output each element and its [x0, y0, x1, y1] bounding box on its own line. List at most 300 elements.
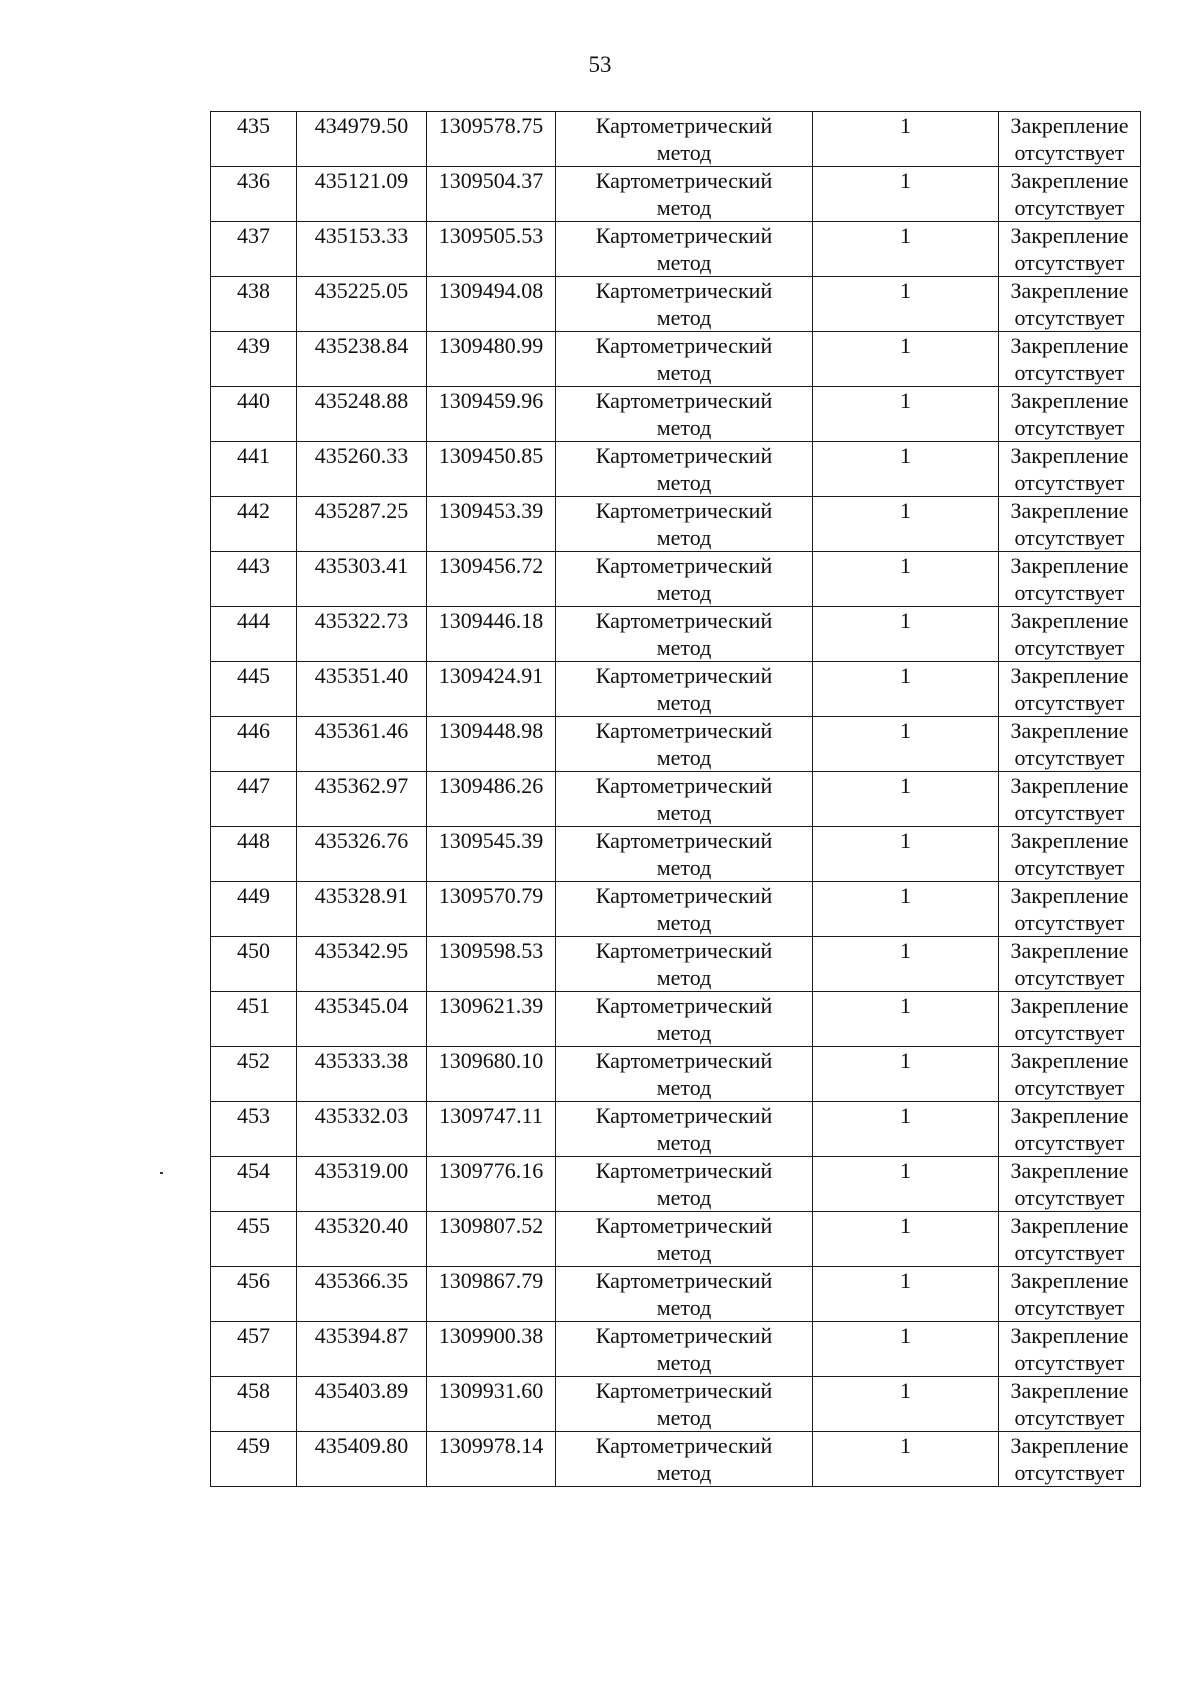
y-coordinate-text: 1309494.08	[438, 278, 544, 303]
accuracy-text: 1	[900, 1378, 911, 1403]
coordinates-table-body	[211, 112, 1141, 1487]
point-number-cell	[211, 607, 297, 662]
y-coordinate-cell	[427, 827, 556, 882]
table-row	[211, 222, 1141, 277]
fixing-description-cell	[999, 827, 1141, 882]
point-number-cell	[211, 1212, 297, 1267]
x-coordinate-cell	[297, 1157, 427, 1212]
table-row	[211, 607, 1141, 662]
x-coordinate-cell	[297, 607, 427, 662]
point-number-text: 450	[237, 938, 270, 963]
x-coordinate-text: 435362.97	[314, 773, 409, 798]
method-cell	[556, 882, 813, 937]
x-coordinate-cell	[297, 552, 427, 607]
method-text: метод	[656, 195, 712, 220]
y-coordinate-text: 1309776.16	[438, 1158, 544, 1183]
point-number-cell	[211, 772, 297, 827]
method-text: Картометрический	[595, 1378, 773, 1403]
method-text: Картометрический	[595, 278, 773, 303]
point-number-text: 445	[237, 663, 270, 688]
x-coordinate-text: 435319.00	[314, 1158, 409, 1183]
table-row	[211, 112, 1141, 167]
y-coordinate-text: 1309621.39	[438, 993, 544, 1018]
table-row	[211, 937, 1141, 992]
x-coordinate-text: 435351.40	[314, 663, 409, 688]
method-cell	[556, 1322, 813, 1377]
method-cell	[556, 992, 813, 1047]
fixing-description-text: Закрепление	[1010, 718, 1129, 743]
fixing-description-cell	[999, 882, 1141, 937]
x-coordinate-text: 435248.88	[314, 388, 409, 413]
point-number-cell	[211, 387, 297, 442]
x-coordinate-text: 435326.76	[314, 828, 409, 853]
y-coordinate-cell	[427, 717, 556, 772]
x-coordinate-text: 435332.03	[314, 1103, 409, 1128]
method-text: метод	[656, 1075, 712, 1100]
accuracy-text: 1	[900, 498, 911, 523]
fixing-description-cell	[999, 167, 1141, 222]
point-number-text: 438	[237, 278, 270, 303]
point-number-cell	[211, 1322, 297, 1377]
x-coordinate-cell	[297, 277, 427, 332]
table-row	[211, 552, 1141, 607]
method-text: Картометрический	[595, 993, 773, 1018]
y-coordinate-text: 1309747.11	[439, 1103, 543, 1128]
method-cell	[556, 1102, 813, 1157]
accuracy-text: 1	[900, 1433, 911, 1458]
y-coordinate-text: 1309446.18	[438, 608, 544, 633]
accuracy-text: 1	[900, 443, 911, 468]
x-coordinate-cell	[297, 1212, 427, 1267]
fixing-description-text: Закрепление	[1010, 938, 1129, 963]
point-number-cell	[211, 332, 297, 387]
point-number-cell	[211, 222, 297, 277]
fixing-description-cell	[999, 1047, 1141, 1102]
x-coordinate-cell	[297, 662, 427, 717]
method-text: метод	[656, 855, 712, 880]
accuracy-text: 1	[900, 1268, 911, 1293]
accuracy-cell	[813, 772, 999, 827]
table-row	[211, 1267, 1141, 1322]
method-cell	[556, 772, 813, 827]
accuracy-cell	[813, 937, 999, 992]
y-coordinate-cell	[427, 552, 556, 607]
fixing-description-cell	[999, 332, 1141, 387]
y-coordinate-text: 1309459.96	[438, 388, 544, 413]
accuracy-cell	[813, 717, 999, 772]
method-cell	[556, 607, 813, 662]
fixing-description-text: Закрепление	[1010, 278, 1129, 303]
y-coordinate-cell	[427, 882, 556, 937]
fixing-description-text: Закрепление	[1010, 1158, 1129, 1183]
point-number-text: 455	[237, 1213, 270, 1238]
point-number-text: 448	[237, 828, 270, 853]
fixing-description-text: отсутствует	[1014, 250, 1125, 275]
method-cell	[556, 387, 813, 442]
method-text: Картометрический	[595, 553, 773, 578]
x-coordinate-text: 435303.41	[314, 553, 409, 578]
point-number-text: 447	[237, 773, 270, 798]
fixing-description-text: отсутствует	[1014, 140, 1125, 165]
y-coordinate-text: 1309450.85	[438, 443, 544, 468]
fixing-description-text: Закрепление	[1010, 113, 1129, 138]
fixing-description-text: отсутствует	[1014, 1020, 1125, 1045]
point-number-cell	[211, 882, 297, 937]
accuracy-cell	[813, 222, 999, 277]
accuracy-text: 1	[900, 773, 911, 798]
method-text: метод	[656, 965, 712, 990]
accuracy-cell	[813, 112, 999, 167]
accuracy-text: 1	[900, 718, 911, 743]
x-coordinate-text: 435403.89	[314, 1378, 409, 1403]
x-coordinate-cell	[297, 1322, 427, 1377]
method-text: метод	[656, 745, 712, 770]
accuracy-cell	[813, 1157, 999, 1212]
x-coordinate-text: 435361.46	[314, 718, 409, 743]
point-number-text: 436	[237, 168, 270, 193]
table-row	[211, 442, 1141, 497]
fixing-description-text: Закрепление	[1010, 333, 1129, 358]
accuracy-cell	[813, 1212, 999, 1267]
accuracy-cell	[813, 387, 999, 442]
page-number: 53	[588, 52, 612, 77]
y-coordinate-text: 1309978.14	[438, 1433, 544, 1458]
fixing-description-text: Закрепление	[1010, 993, 1129, 1018]
accuracy-cell	[813, 1377, 999, 1432]
fixing-description-cell	[999, 552, 1141, 607]
accuracy-cell	[813, 827, 999, 882]
method-text: метод	[656, 1240, 712, 1265]
fixing-description-text: Закрепление	[1010, 1378, 1129, 1403]
x-coordinate-cell	[297, 497, 427, 552]
fixing-description-text: отсутствует	[1014, 195, 1125, 220]
accuracy-cell	[813, 1322, 999, 1377]
fixing-description-text: отсутствует	[1014, 1240, 1125, 1265]
table-row	[211, 1157, 1141, 1212]
method-text: Картометрический	[595, 498, 773, 523]
method-text: Картометрический	[595, 1213, 773, 1238]
point-number-cell	[211, 992, 297, 1047]
method-text: Картометрический	[595, 938, 773, 963]
table-row	[211, 1377, 1141, 1432]
y-coordinate-text: 1309900.38	[438, 1323, 544, 1348]
method-text: метод	[656, 1130, 712, 1155]
y-coordinate-text: 1309578.75	[438, 113, 544, 138]
method-text: метод	[656, 580, 712, 605]
fixing-description-text: Закрепление	[1010, 1103, 1129, 1128]
x-coordinate-cell	[297, 717, 427, 772]
y-coordinate-text: 1309448.98	[438, 718, 544, 743]
x-coordinate-cell	[297, 772, 427, 827]
point-number-cell	[211, 1377, 297, 1432]
accuracy-cell	[813, 442, 999, 497]
method-text: Картометрический	[595, 1323, 773, 1348]
method-text: Картометрический	[595, 1268, 773, 1293]
method-text: Картометрический	[595, 443, 773, 468]
point-number-text: 435	[237, 113, 270, 138]
fixing-description-text: отсутствует	[1014, 1295, 1125, 1320]
fixing-description-text: отсутствует	[1014, 360, 1125, 385]
method-text: метод	[656, 1185, 712, 1210]
table-row	[211, 992, 1141, 1047]
fixing-description-text: отсутствует	[1014, 965, 1125, 990]
y-coordinate-cell	[427, 992, 556, 1047]
x-coordinate-cell	[297, 222, 427, 277]
accuracy-text: 1	[900, 663, 911, 688]
fixing-description-text: Закрепление	[1010, 1213, 1129, 1238]
y-coordinate-cell	[427, 607, 556, 662]
fixing-description-text: отсутствует	[1014, 580, 1125, 605]
y-coordinate-cell	[427, 497, 556, 552]
accuracy-text: 1	[900, 388, 911, 413]
method-text: метод	[656, 140, 712, 165]
method-text: Картометрический	[595, 773, 773, 798]
accuracy-cell	[813, 332, 999, 387]
accuracy-text: 1	[900, 608, 911, 633]
x-coordinate-text: 435225.05	[314, 278, 409, 303]
x-coordinate-text: 435121.09	[314, 168, 409, 193]
point-number-text: 443	[237, 553, 270, 578]
point-number-cell	[211, 167, 297, 222]
x-coordinate-cell	[297, 112, 427, 167]
fixing-description-cell	[999, 112, 1141, 167]
y-coordinate-cell	[427, 1212, 556, 1267]
fixing-description-text: отсутствует	[1014, 745, 1125, 770]
y-coordinate-text: 1309456.72	[438, 553, 544, 578]
accuracy-text: 1	[900, 1048, 911, 1073]
fixing-description-text: Закрепление	[1010, 1268, 1129, 1293]
y-coordinate-text: 1309545.39	[438, 828, 544, 853]
point-number-text: 454	[237, 1158, 270, 1183]
point-number-text: 439	[237, 333, 270, 358]
fixing-description-cell	[999, 1157, 1141, 1212]
point-number-text: 449	[237, 883, 270, 908]
method-text: Картометрический	[595, 388, 773, 413]
method-text: метод	[656, 1460, 712, 1485]
y-coordinate-cell	[427, 1377, 556, 1432]
fixing-description-text: отсутствует	[1014, 635, 1125, 660]
point-number-text: 453	[237, 1103, 270, 1128]
fixing-description-cell	[999, 442, 1141, 497]
method-text: метод	[656, 470, 712, 495]
x-coordinate-text: 435366.35	[314, 1268, 409, 1293]
table-row	[211, 277, 1141, 332]
y-coordinate-cell	[427, 112, 556, 167]
method-text: метод	[656, 635, 712, 660]
table-row	[211, 1212, 1141, 1267]
y-coordinate-text: 1309505.53	[438, 223, 544, 248]
accuracy-text: 1	[900, 1158, 911, 1183]
x-coordinate-cell	[297, 442, 427, 497]
x-coordinate-text: 435238.84	[314, 333, 409, 358]
point-number-cell	[211, 717, 297, 772]
accuracy-text: 1	[900, 553, 911, 578]
x-coordinate-text: 435409.80	[314, 1433, 409, 1458]
x-coordinate-text: 435260.33	[314, 443, 409, 468]
y-coordinate-cell	[427, 1432, 556, 1487]
x-coordinate-text: 435322.73	[314, 608, 409, 633]
accuracy-text: 1	[900, 278, 911, 303]
accuracy-text: 1	[900, 1103, 911, 1128]
x-coordinate-text: 435320.40	[314, 1213, 409, 1238]
point-number-cell	[211, 1157, 297, 1212]
point-number-text: 459	[237, 1433, 270, 1458]
y-coordinate-text: 1309480.99	[438, 333, 544, 358]
fixing-description-text: отсутствует	[1014, 855, 1125, 880]
table-row	[211, 1102, 1141, 1157]
fixing-description-cell	[999, 772, 1141, 827]
method-text: метод	[656, 1350, 712, 1375]
fixing-description-text: отсутствует	[1014, 690, 1125, 715]
fixing-description-text: Закрепление	[1010, 1048, 1129, 1073]
y-coordinate-text: 1309486.26	[438, 773, 544, 798]
table-row	[211, 662, 1141, 717]
fixing-description-text: отсутствует	[1014, 1075, 1125, 1100]
fixing-description-cell	[999, 277, 1141, 332]
point-number-cell	[211, 442, 297, 497]
method-cell	[556, 1432, 813, 1487]
method-text: Картометрический	[595, 1433, 773, 1458]
accuracy-cell	[813, 992, 999, 1047]
fixing-description-cell	[999, 992, 1141, 1047]
fixing-description-text: Закрепление	[1010, 828, 1129, 853]
fixing-description-text: отсутствует	[1014, 470, 1125, 495]
point-number-cell	[211, 277, 297, 332]
method-cell	[556, 552, 813, 607]
point-number-cell	[211, 1267, 297, 1322]
accuracy-text: 1	[900, 883, 911, 908]
method-text: метод	[656, 910, 712, 935]
accuracy-text: 1	[900, 113, 911, 138]
x-coordinate-cell	[297, 937, 427, 992]
accuracy-text: 1	[900, 1323, 911, 1348]
fixing-description-cell	[999, 662, 1141, 717]
accuracy-text: 1	[900, 168, 911, 193]
point-number-text: 440	[237, 388, 270, 413]
accuracy-cell	[813, 607, 999, 662]
point-number-text: 458	[237, 1378, 270, 1403]
accuracy-text: 1	[900, 993, 911, 1018]
method-text: Картометрический	[595, 608, 773, 633]
fixing-description-cell	[999, 1267, 1141, 1322]
accuracy-text: 1	[900, 828, 911, 853]
method-cell	[556, 112, 813, 167]
fixing-description-text: Закрепление	[1010, 223, 1129, 248]
fixing-description-text: Закрепление	[1010, 553, 1129, 578]
point-number-cell	[211, 552, 297, 607]
x-coordinate-cell	[297, 387, 427, 442]
method-text: Картометрический	[595, 1158, 773, 1183]
x-coordinate-cell	[297, 1102, 427, 1157]
y-coordinate-cell	[427, 387, 556, 442]
x-coordinate-text: 434979.50	[314, 113, 409, 138]
accuracy-cell	[813, 1102, 999, 1157]
y-coordinate-text: 1309807.52	[438, 1213, 544, 1238]
method-cell	[556, 332, 813, 387]
point-number-text: 444	[237, 608, 270, 633]
accuracy-text: 1	[900, 1213, 911, 1238]
scan-artifact-mark	[160, 1172, 163, 1174]
fixing-description-text: отсутствует	[1014, 305, 1125, 330]
y-coordinate-cell	[427, 167, 556, 222]
y-coordinate-text: 1309598.53	[438, 938, 544, 963]
fixing-description-text: отсутствует	[1014, 910, 1125, 935]
method-text: Картометрический	[595, 333, 773, 358]
accuracy-cell	[813, 1432, 999, 1487]
fixing-description-cell	[999, 937, 1141, 992]
fixing-description-text: Закрепление	[1010, 883, 1129, 908]
point-number-cell	[211, 1102, 297, 1157]
method-cell	[556, 1157, 813, 1212]
fixing-description-text: отсутствует	[1014, 525, 1125, 550]
fixing-description-text: Закрепление	[1010, 608, 1129, 633]
table-row	[211, 772, 1141, 827]
point-number-text: 456	[237, 1268, 270, 1293]
point-number-text: 442	[237, 498, 270, 523]
point-number-text: 446	[237, 718, 270, 743]
method-cell	[556, 717, 813, 772]
fixing-description-cell	[999, 1212, 1141, 1267]
method-text: Картометрический	[595, 828, 773, 853]
accuracy-cell	[813, 882, 999, 937]
fixing-description-cell	[999, 1377, 1141, 1432]
y-coordinate-cell	[427, 442, 556, 497]
method-cell	[556, 277, 813, 332]
table-row	[211, 167, 1141, 222]
x-coordinate-text: 435333.38	[314, 1048, 409, 1073]
x-coordinate-text: 435287.25	[314, 498, 409, 523]
method-text: метод	[656, 415, 712, 440]
method-text: Картометрический	[595, 113, 773, 138]
table-row	[211, 717, 1141, 772]
method-text: метод	[656, 1405, 712, 1430]
fixing-description-text: отсутствует	[1014, 1350, 1125, 1375]
x-coordinate-cell	[297, 1047, 427, 1102]
fixing-description-text: отсутствует	[1014, 1130, 1125, 1155]
fixing-description-text: отсутствует	[1014, 1460, 1125, 1485]
y-coordinate-text: 1309680.10	[438, 1048, 544, 1073]
method-text: метод	[656, 1020, 712, 1045]
x-coordinate-text: 435345.04	[314, 993, 409, 1018]
fixing-description-cell	[999, 607, 1141, 662]
accuracy-text: 1	[900, 223, 911, 248]
table-row	[211, 332, 1141, 387]
x-coordinate-text: 435328.91	[314, 883, 409, 908]
table-row	[211, 387, 1141, 442]
y-coordinate-cell	[427, 937, 556, 992]
coordinates-table	[210, 111, 1141, 1487]
point-number-text: 437	[237, 223, 270, 248]
y-coordinate-text: 1309424.91	[438, 663, 544, 688]
fixing-description-text: Закрепление	[1010, 168, 1129, 193]
table-row	[211, 1047, 1141, 1102]
accuracy-cell	[813, 497, 999, 552]
method-cell	[556, 1212, 813, 1267]
fixing-description-text: Закрепление	[1010, 663, 1129, 688]
method-cell	[556, 662, 813, 717]
point-number-cell	[211, 1047, 297, 1102]
point-number-text: 441	[237, 443, 270, 468]
x-coordinate-cell	[297, 1432, 427, 1487]
fixing-description-cell	[999, 387, 1141, 442]
method-cell	[556, 442, 813, 497]
method-cell	[556, 167, 813, 222]
y-coordinate-cell	[427, 1267, 556, 1322]
method-text: метод	[656, 1295, 712, 1320]
point-number-text: 452	[237, 1048, 270, 1073]
y-coordinate-text: 1309453.39	[438, 498, 544, 523]
x-coordinate-cell	[297, 992, 427, 1047]
